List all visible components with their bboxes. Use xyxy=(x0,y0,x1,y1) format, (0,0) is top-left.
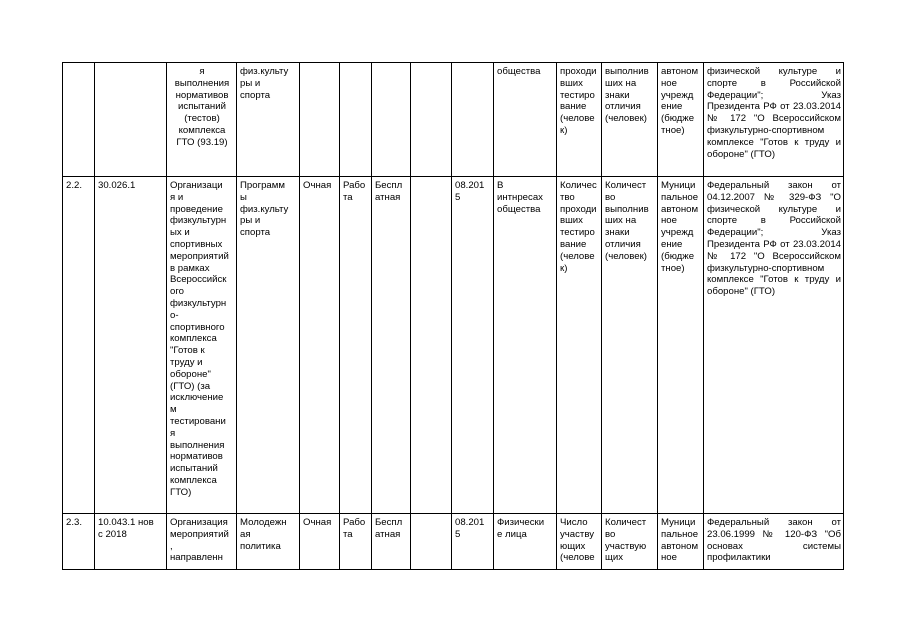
cell-institution: автоном ное учрежд ение (бюдже тное) xyxy=(658,63,704,177)
cell-blank xyxy=(411,177,452,514)
cell-num: 2.2. xyxy=(63,177,95,514)
cell-indicator: Количес тво проходи вших тестиро вание (челове к) xyxy=(557,177,602,514)
cell-name: я выполнения нормативов испытаний (тестов) комплекса ГТО (93.19) xyxy=(167,63,237,177)
cell-code: 30.026.1 xyxy=(95,177,167,514)
cell-unit: выполнив ших на знаки отличия (человек) xyxy=(602,63,658,177)
cell-code xyxy=(95,63,167,177)
cell-name: Организация мероприятий , направленн xyxy=(167,514,237,570)
cell-unit: Количест во участвую щих xyxy=(602,514,658,570)
cell-indicator: проходи вших тестиро вание (челове к) xyxy=(557,63,602,177)
cell-blank xyxy=(411,514,452,570)
cell-pay xyxy=(372,63,411,177)
services-table xyxy=(62,62,844,570)
cell-pay: Беспл атная xyxy=(372,514,411,570)
cell-name: Организаци я и проведение физкультурн ых и спортивных мероприятий в рамках Всероссийск ого физкультурн о- спортивного комплекса "Готов к труду и обороне" (ГТО) (за исключение м тестировани я выполнения нормативов испытаний комплекса ГТО) xyxy=(167,177,237,514)
cell-num xyxy=(63,63,95,177)
cell-pay: Беспл атная xyxy=(372,177,411,514)
cell-law: Федеральный закон от 04.12.2007 № 329-ФЗ "О физической культуре и спорте в Российской Федерации"; Указ Президента РФ от 23.03.2014 № 172 "О Всероссийском физкультурно-спортивном комплексе "Готов к труду и обороне" (ГТО) xyxy=(704,177,844,514)
cell-date xyxy=(452,63,494,177)
table-row xyxy=(63,177,844,514)
cell-code: 10.043.1 нов с 2018 xyxy=(95,514,167,570)
cell-law: Федеральный закон от 23.06.1999 № 120-ФЗ "Об основах системы профилактики xyxy=(704,514,844,570)
cell-indicator: Число участву ющих (челове xyxy=(557,514,602,570)
cell-form: Очная xyxy=(300,514,340,570)
cell-category: Физически е лица xyxy=(494,514,557,570)
cell-form xyxy=(300,63,340,177)
cell-institution: Муници пальное автоном ное учрежд ение (бюдже тное) xyxy=(658,177,704,514)
cell-date: 08.201 5 xyxy=(452,514,494,570)
cell-program: Программ ы физ.культу ры и спорта xyxy=(237,177,300,514)
cell-date: 08.201 5 xyxy=(452,177,494,514)
table-row xyxy=(63,514,844,570)
cell-form: Очная xyxy=(300,177,340,514)
cell-num: 2.3. xyxy=(63,514,95,570)
cell-blank xyxy=(411,63,452,177)
cell-category: общества xyxy=(494,63,557,177)
cell-program: Молодежн ая политика xyxy=(237,514,300,570)
cell-institution: Муници пальное автоном ное xyxy=(658,514,704,570)
cell-type: Рабо та xyxy=(340,177,372,514)
cell-type: Рабо та xyxy=(340,514,372,570)
cell-type xyxy=(340,63,372,177)
cell-category: В интнресах общества xyxy=(494,177,557,514)
table-row xyxy=(63,63,844,177)
cell-program: физ.культу ры и спорта xyxy=(237,63,300,177)
cell-law: физической культуре и спорте в Российской Федерации"; Указ Президента РФ от 23.03.2014 № 172 "О Всероссийском физкультурно-спортивном комплексе "Готов к труду и обороне" (ГТО) xyxy=(704,63,844,177)
cell-unit: Количест во выполнив ших на знаки отличия (человек) xyxy=(602,177,658,514)
